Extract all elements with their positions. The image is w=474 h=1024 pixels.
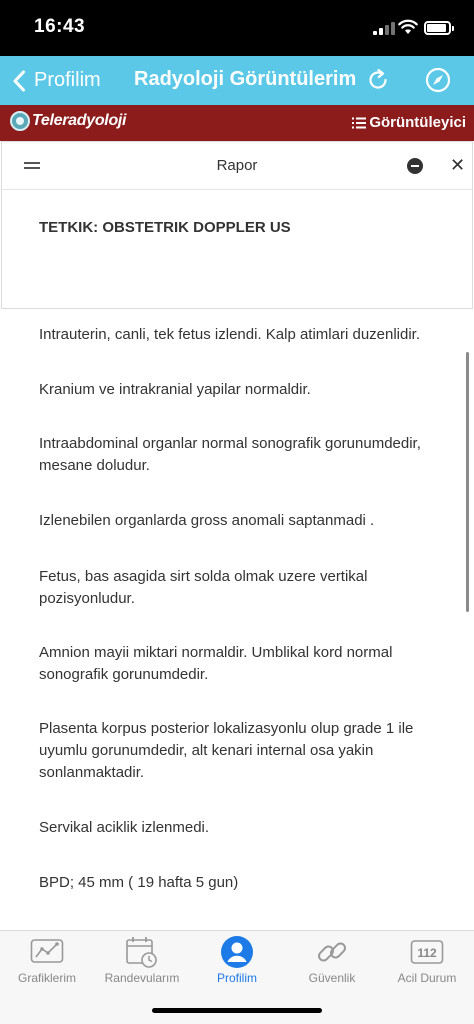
nav-bar bbox=[0, 56, 474, 105]
report-paragraph: Intrauterin, canli, tek fetus izlendi. Kalp atimlari duzenlidir. bbox=[39, 326, 421, 343]
exam-title: TETKIK: OBSTETRIK DOPPLER US bbox=[39, 219, 291, 236]
tab-guvenlik[interactable] bbox=[285, 931, 379, 1001]
report-paragraph: Fetus, bas asagida sirt solda olmak uzere vertikal pozisyonludur. bbox=[39, 568, 368, 607]
teleradyoloji-logo bbox=[10, 111, 126, 131]
tab-label: Profilim bbox=[216, 971, 257, 985]
brand-bar bbox=[0, 105, 474, 141]
battery-icon bbox=[424, 21, 451, 35]
viewer-label: Görüntüleyici bbox=[369, 114, 466, 131]
emergency-112-icon bbox=[410, 935, 444, 969]
report-body[interactable] bbox=[0, 310, 474, 930]
calendar-clock-icon bbox=[125, 935, 159, 969]
status-time: 16:43 bbox=[34, 16, 86, 37]
report-paragraph: Izlenebilen organlarda gross anomali saptanmadi . bbox=[39, 512, 375, 529]
cellular-signal-icon bbox=[373, 22, 395, 35]
logo-mark-icon bbox=[10, 111, 30, 131]
report-title: Rapor bbox=[216, 157, 258, 174]
tab-label: Acil Durum bbox=[397, 971, 457, 985]
report-paragraph: Servikal aciklik izlenmedi. bbox=[39, 819, 210, 836]
scrollbar[interactable] bbox=[466, 352, 469, 612]
compass-icon[interactable] bbox=[425, 67, 451, 93]
close-icon[interactable]: ✕ bbox=[450, 155, 466, 175]
report-panel bbox=[1, 141, 473, 309]
report-paragraph: BPD; 45 mm ( 19 hafta 5 gun) bbox=[39, 874, 239, 891]
tab-randevularim[interactable] bbox=[95, 931, 189, 1001]
tab-grafiklerim[interactable] bbox=[0, 931, 94, 1001]
status-bar bbox=[0, 0, 474, 56]
tab-profilim[interactable] bbox=[190, 931, 284, 1001]
emergency-badge-text: 112 bbox=[417, 946, 437, 960]
tab-acil-durum[interactable] bbox=[380, 931, 474, 1001]
wifi-icon bbox=[398, 19, 418, 35]
minimize-icon[interactable] bbox=[407, 158, 423, 174]
refresh-icon[interactable] bbox=[366, 68, 390, 92]
profile-icon bbox=[220, 935, 254, 969]
tab-label: Güvenlik bbox=[308, 971, 356, 985]
chart-icon bbox=[30, 935, 64, 969]
back-button[interactable] bbox=[12, 56, 101, 105]
logo-text: Teleradyoloji bbox=[32, 112, 127, 129]
back-label: Profilim bbox=[34, 69, 101, 91]
list-menu-icon bbox=[352, 117, 366, 129]
page-title: Radyoloji Görüntülerim bbox=[134, 68, 357, 90]
link-icon bbox=[315, 935, 349, 969]
tab-label: Randevularım bbox=[104, 971, 180, 985]
report-paragraph: Plasenta korpus posterior lokalizasyonlu olup grade 1 ile uyumlu gorunumdedir, alt kenari internal osa yakin sonlanmaktadir. bbox=[39, 720, 414, 781]
report-paragraph: Amnion mayii miktari normaldir. Umblikal kord normal sonografik gorunumdedir. bbox=[39, 644, 393, 683]
report-header bbox=[2, 142, 472, 190]
home-indicator bbox=[152, 1008, 322, 1013]
viewer-button[interactable] bbox=[352, 114, 466, 131]
tab-label: Grafiklerim bbox=[17, 971, 76, 985]
chevron-left-icon bbox=[12, 70, 26, 92]
report-paragraph: Kranium ve intrakranial yapilar normaldir. bbox=[39, 381, 311, 398]
report-paragraph: Intraabdominal organlar normal sonografik gorunumdedir, mesane doludur. bbox=[39, 435, 421, 474]
